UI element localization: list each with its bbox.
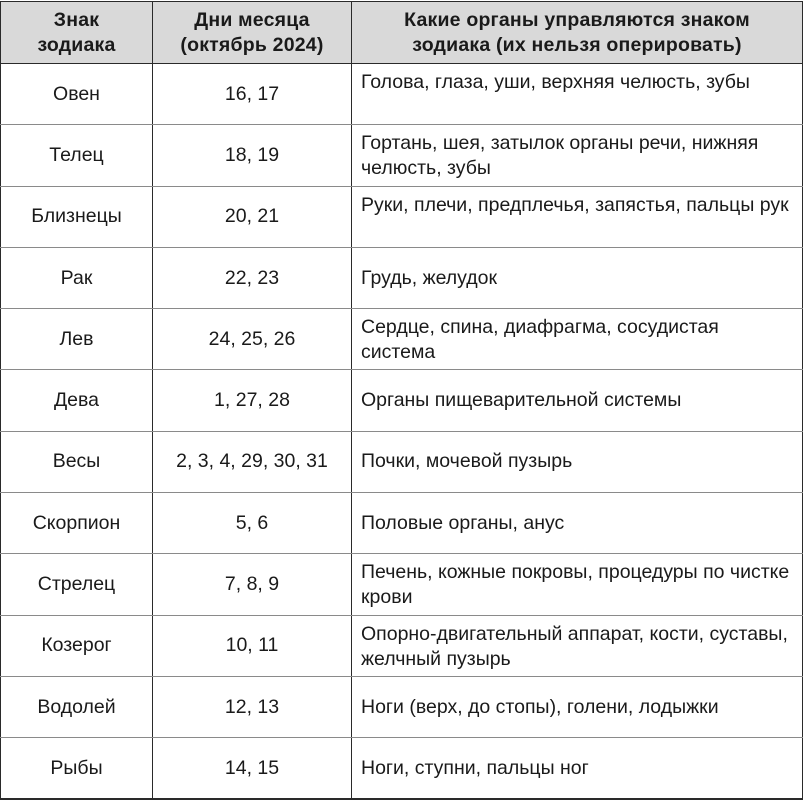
organs-cell: Голова, глаза, уши, верхняя челюсть, зубы [352, 64, 803, 125]
organs-cell: Ноги, ступни, пальцы ног [352, 738, 803, 799]
sign-cell: Стрелец [1, 554, 153, 615]
organs-cell: Печень, кожные покровы, процедуры по чистке крови [352, 554, 803, 615]
table-row [1, 615, 803, 676]
days-cell: 1, 27, 28 [153, 370, 352, 431]
days-cell: 16, 17 [153, 64, 352, 125]
sign-cell: Весы [1, 431, 153, 492]
organs-cell: Почки, мочевой пузырь [352, 431, 803, 492]
sign-cell: Козерог [1, 615, 153, 676]
organs-cell: Грудь, желудок [352, 247, 803, 308]
header-row [1, 2, 803, 64]
header-days [153, 2, 352, 64]
table-row [1, 554, 803, 615]
organs-cell: Опорно-двигательный аппарат, кости, суставы, желчный пузырь [352, 615, 803, 676]
sign-cell: Рак [1, 247, 153, 308]
table-row [1, 431, 803, 492]
table-row [1, 493, 803, 554]
organs-cell: Половые органы, анус [352, 493, 803, 554]
days-cell: 22, 23 [153, 247, 352, 308]
sign-cell: Овен [1, 64, 153, 125]
sign-cell: Лев [1, 309, 153, 370]
sign-cell: Близнецы [1, 186, 153, 247]
header-sign-line-1: Знак [53, 8, 100, 31]
table-row [1, 738, 803, 799]
days-cell: 14, 15 [153, 738, 352, 799]
sign-cell: Водолей [1, 676, 153, 737]
table-row [1, 64, 803, 125]
days-cell: 10, 11 [153, 615, 352, 676]
header-sign [1, 2, 153, 64]
table-row [1, 125, 803, 186]
days-cell: 20, 21 [153, 186, 352, 247]
sign-cell: Телец [1, 125, 153, 186]
table-row [1, 676, 803, 737]
sign-cell: Дева [1, 370, 153, 431]
days-cell: 12, 13 [153, 676, 352, 737]
days-cell: 18, 19 [153, 125, 352, 186]
days-cell: 7, 8, 9 [153, 554, 352, 615]
sign-cell: Рыбы [1, 738, 153, 799]
table-row [1, 186, 803, 247]
table-row [1, 309, 803, 370]
header-sign-line-2: зодиака [37, 33, 116, 56]
organs-cell: Ноги (верх, до стопы), голени, лодыжки [352, 676, 803, 737]
header-days-line-1: Дни месяца [194, 8, 310, 31]
days-cell: 24, 25, 26 [153, 309, 352, 370]
organs-cell: Руки, плечи, предплечья, запястья, пальцы рук [352, 186, 803, 247]
header-days-line-2: (октябрь 2024) [180, 33, 324, 56]
organs-cell: Сердце, спина, диафрагма, сосудистая система [352, 309, 803, 370]
organs-cell: Органы пищеварительной системы [352, 370, 803, 431]
header-organs-line-1: Какие органы управляются знаком [404, 8, 750, 31]
days-cell: 5, 6 [153, 493, 352, 554]
table-row [1, 370, 803, 431]
zodiac-organs-table [0, 1, 803, 800]
days-cell: 2, 3, 4, 29, 30, 31 [153, 431, 352, 492]
table-row [1, 247, 803, 308]
organs-cell: Гортань, шея, затылок органы речи, нижняя челюсть, зубы [352, 125, 803, 186]
header-organs-line-2: зодиака (их нельзя оперировать) [412, 33, 742, 56]
sign-cell: Скорпион [1, 493, 153, 554]
header-organs [352, 2, 803, 64]
